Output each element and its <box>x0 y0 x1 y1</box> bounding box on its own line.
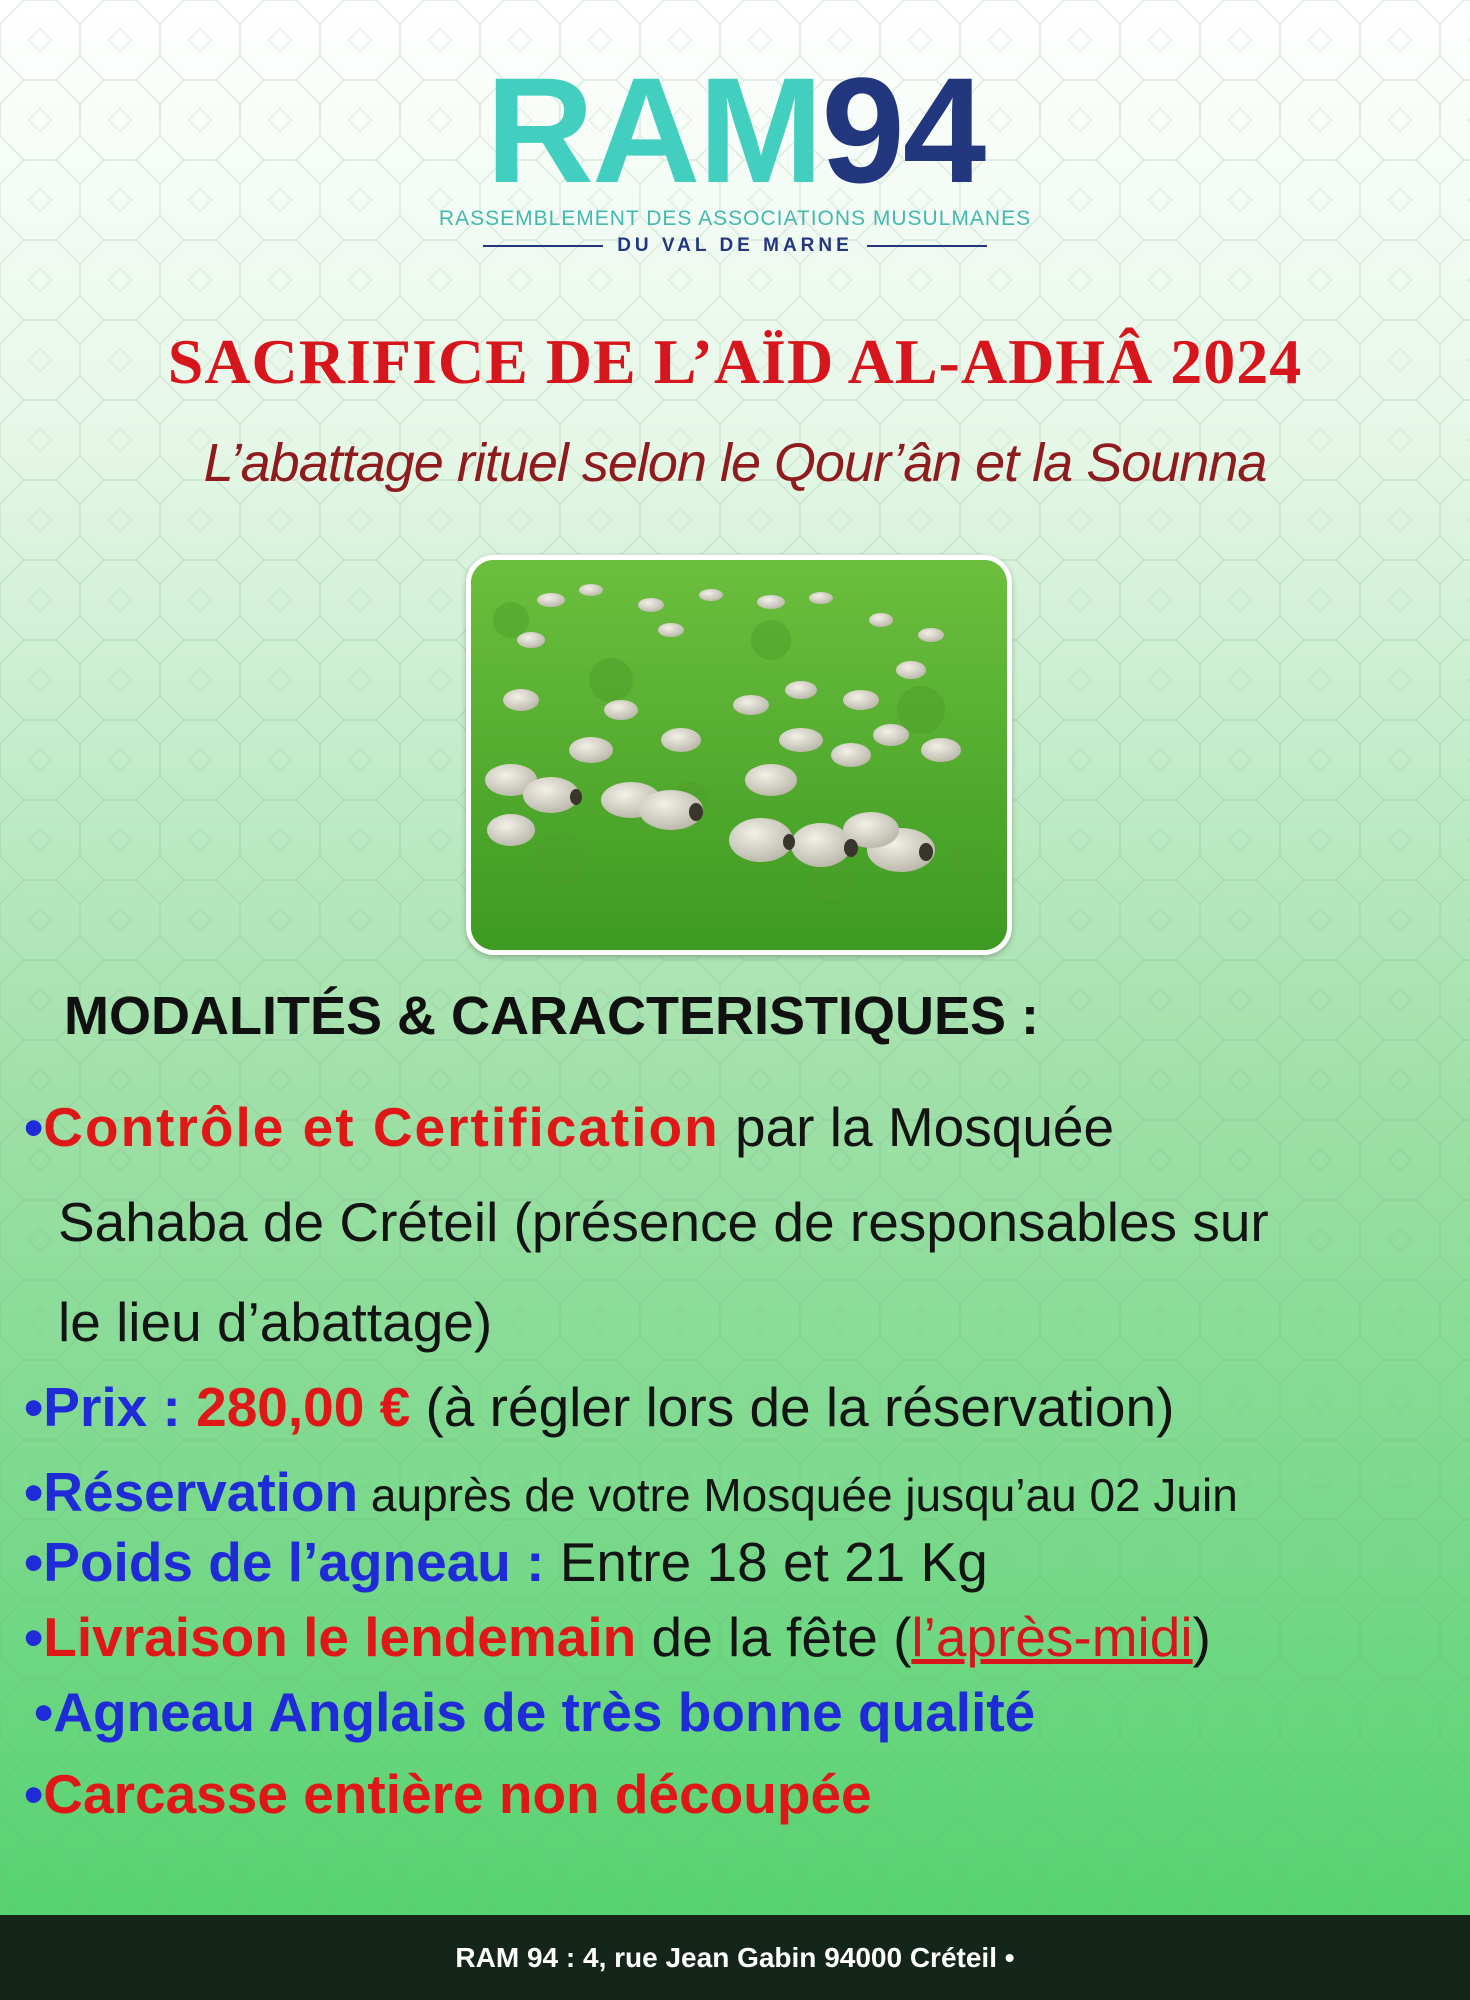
control-label: Contrôle et Certification <box>43 1096 720 1158</box>
list-item-price <box>24 1375 1174 1439</box>
bullet-dot: • <box>24 1606 44 1668</box>
delivery-text: de la fête ( <box>636 1606 912 1668</box>
weight-label: Poids de l’agneau : <box>43 1531 560 1593</box>
price-note: (à régler lors de la réservation) <box>410 1376 1175 1438</box>
list-item-weight <box>24 1530 988 1594</box>
logo-wordmark <box>0 46 1470 214</box>
delivery-time: l’après-midi <box>911 1606 1193 1668</box>
control-text-line-3: le lieu d’abattage) <box>58 1291 493 1353</box>
page-subtitle: L’abattage rituel selon le Qour’ân et la Sounna <box>203 433 1267 493</box>
sheep-photo <box>466 555 1012 955</box>
list-item-quality <box>34 1680 1035 1744</box>
list-item-control <box>24 1095 1114 1159</box>
footer-address: RAM 94 : 4, rue Jean Gabin 94000 Créteil • <box>0 1915 1470 2000</box>
price-value: 280,00 € <box>196 1376 411 1438</box>
list-item-reservation <box>24 1460 1238 1527</box>
logo-94: 94 <box>821 46 985 214</box>
logo-divider-right <box>867 245 987 247</box>
quality-text: Agneau Anglais de très bonne qualité <box>53 1681 1036 1743</box>
reservation-text: auprès de votre Mosquée jusqu’au 02 Juin <box>358 1469 1238 1521</box>
bullet-dot: • <box>24 1376 44 1438</box>
reservation-label: Réservation <box>43 1461 359 1523</box>
logo-divider-left <box>483 245 603 247</box>
logo-subtitle-2-row <box>0 235 1470 257</box>
carcass-text: Carcasse entière non découpée <box>43 1763 872 1825</box>
page-title: SACRIFICE DE L’AÏD AL-ADHÂ 2024 <box>167 326 1303 397</box>
weight-value: Entre 18 et 21 Kg <box>559 1531 988 1593</box>
section-title: MODALITÉS & CARACTERISTIQUES : <box>64 986 1040 1046</box>
list-item-delivery <box>24 1605 1211 1669</box>
bullet-dot: • <box>24 1763 44 1825</box>
control-text: par la Mosquée <box>719 1096 1115 1158</box>
control-text-line-2: Sahaba de Créteil (présence de responsables sur <box>58 1191 1269 1253</box>
bullet-dot: • <box>34 1681 54 1743</box>
logo-subtitle-2: DU VAL DE MARNE <box>617 235 853 256</box>
list-item-carcass <box>24 1762 872 1826</box>
bullet-dot: • <box>24 1461 44 1523</box>
delivery-close: ) <box>1192 1606 1211 1668</box>
price-label: Prix : <box>43 1376 197 1438</box>
delivery-label: Livraison le lendemain <box>43 1606 637 1668</box>
logo-ram: RAM <box>485 46 822 214</box>
ram94-logo <box>0 46 1470 257</box>
logo-subtitle-1: RASSEMBLEMENT DES ASSOCIATIONS MUSULMANES <box>438 207 1032 230</box>
bullet-dot: • <box>24 1096 44 1158</box>
bullet-dot: • <box>24 1531 44 1593</box>
